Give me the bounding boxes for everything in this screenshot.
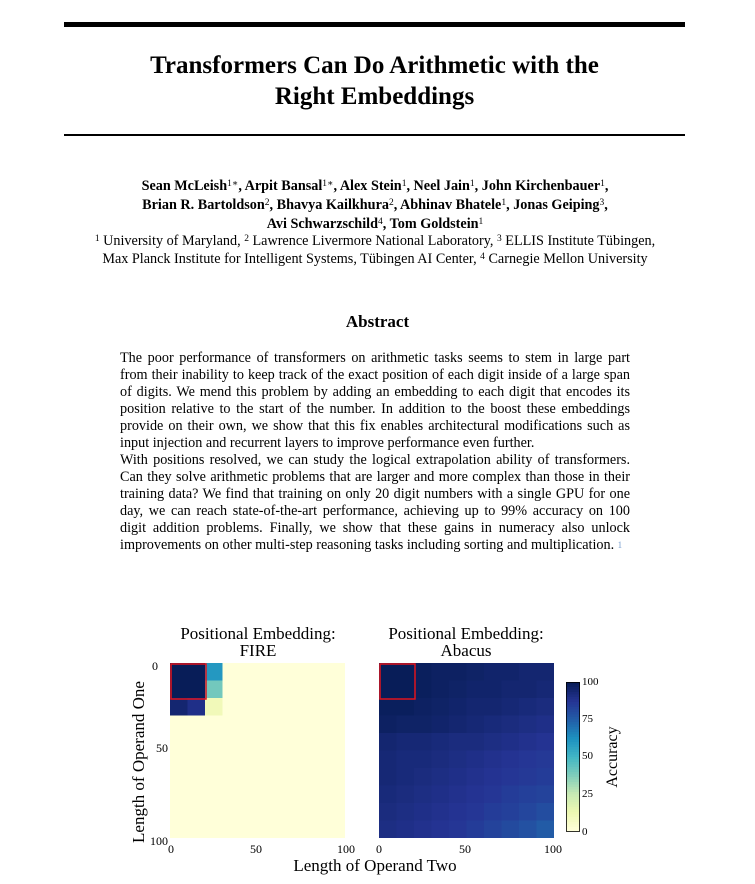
heatmap-cell bbox=[293, 786, 311, 804]
heatmap-cell bbox=[467, 681, 485, 699]
heatmap-cell bbox=[467, 821, 485, 839]
author: Neel Jain bbox=[413, 178, 470, 194]
heatmap-cell bbox=[205, 733, 223, 751]
colorbar bbox=[566, 682, 580, 832]
heatmap-cell bbox=[414, 803, 432, 821]
heatmap-cell bbox=[328, 821, 346, 839]
heatmap-cell bbox=[205, 786, 223, 804]
heatmap-cell bbox=[258, 681, 276, 699]
heatmap-cell bbox=[379, 786, 397, 804]
heatmap-cell bbox=[275, 768, 293, 786]
heatmap-cell bbox=[519, 768, 537, 786]
x-axis-label: Length of Operand Two bbox=[293, 856, 457, 875]
author-list: Sean McLeish$^{1∗}$, Arpit Bansal$^{1∗}$, Alex Stein$^1$, Neel Jain$^1$, John Kirchenbauer$^1$, Brian R. Bartoldson$^2$, Bhavya Kailkhura$^2$, Abhinav Bhatele$^1$, Jonas Geiping$^3$, Avi Schwarzschild$^4$, Tom Goldstein$^1$ bbox=[141, 178, 609, 232]
heatmap-cell bbox=[467, 698, 485, 716]
heatmap-cell bbox=[258, 821, 276, 839]
heatmap-cell bbox=[328, 716, 346, 734]
colorbar-tick: 50 bbox=[582, 750, 593, 762]
heatmap-cell bbox=[275, 786, 293, 804]
heatmap-cell bbox=[188, 751, 206, 769]
heatmap-cell bbox=[293, 716, 311, 734]
heatmap-cell bbox=[432, 768, 450, 786]
heatmap-cell bbox=[449, 733, 467, 751]
heatmap-cell bbox=[240, 681, 258, 699]
heatmap-cell bbox=[432, 733, 450, 751]
heatmap-cell bbox=[205, 821, 223, 839]
heatmap-cell bbox=[170, 751, 188, 769]
heatmap-cell bbox=[205, 716, 223, 734]
heatmap-cell bbox=[397, 681, 415, 699]
heatmap-cell bbox=[205, 698, 223, 716]
heatmap-cell bbox=[240, 803, 258, 821]
heatmap-cell bbox=[379, 716, 397, 734]
heatmap-fire bbox=[170, 663, 345, 838]
heatmap-cell bbox=[502, 803, 520, 821]
heatmap-cell bbox=[484, 821, 502, 839]
heatmap-cell bbox=[240, 663, 258, 681]
heatmap-cell bbox=[467, 786, 485, 804]
heatmap-cell bbox=[328, 681, 346, 699]
heatmap-abacus bbox=[379, 663, 554, 838]
author: Alex Stein bbox=[339, 178, 402, 194]
heatmap-cell bbox=[414, 681, 432, 699]
heatmap-cell bbox=[310, 698, 328, 716]
heatmap-cell bbox=[414, 751, 432, 769]
heatmap-cell bbox=[379, 751, 397, 769]
heatmap-cell bbox=[467, 663, 485, 681]
heatmap-cell bbox=[467, 803, 485, 821]
heatmap-cell bbox=[449, 716, 467, 734]
heatmap-cell bbox=[397, 698, 415, 716]
heatmap-cell bbox=[275, 733, 293, 751]
affil-mark: 2 bbox=[244, 234, 249, 244]
heatmap-cell bbox=[519, 751, 537, 769]
heatmap-cell bbox=[537, 768, 555, 786]
author-mark: 1 bbox=[401, 179, 407, 189]
heatmap-cell bbox=[188, 681, 206, 699]
heatmap-cell bbox=[432, 786, 450, 804]
heatmap-cell bbox=[240, 751, 258, 769]
heatmap-cell bbox=[275, 663, 293, 681]
affil-mark: 4 bbox=[480, 252, 485, 262]
heatmap-cell bbox=[519, 681, 537, 699]
heatmap-cell bbox=[467, 768, 485, 786]
heatmap-cell bbox=[414, 821, 432, 839]
x-tick-label: 100 bbox=[337, 842, 355, 856]
colorbar-label: Accuracy bbox=[604, 726, 621, 788]
heatmap-cell bbox=[293, 751, 311, 769]
affil-text: ELLIS Institute Tübingen, bbox=[501, 233, 656, 249]
author-mark: 2 bbox=[388, 198, 394, 208]
heatmap-cell bbox=[258, 663, 276, 681]
heatmap-cell bbox=[328, 698, 346, 716]
heatmap-cell bbox=[484, 751, 502, 769]
title-rule-top bbox=[64, 22, 685, 27]
paper-title bbox=[64, 50, 685, 112]
heatmap-cell bbox=[397, 768, 415, 786]
author: Sean McLeish bbox=[141, 178, 228, 194]
colorbar-tick: 25 bbox=[582, 788, 593, 800]
author-mark: 1∗ bbox=[227, 179, 239, 189]
heatmap-cell bbox=[379, 768, 397, 786]
heatmap-cell bbox=[310, 768, 328, 786]
heatmap-cell bbox=[397, 733, 415, 751]
heatmap-cell bbox=[275, 821, 293, 839]
heatmap-cell bbox=[188, 786, 206, 804]
heatmap-cell bbox=[205, 768, 223, 786]
author: Avi Schwarzschild bbox=[266, 216, 378, 232]
x-tick-label: 50 bbox=[250, 842, 262, 856]
heatmap-cell bbox=[258, 803, 276, 821]
heatmap-cell bbox=[258, 733, 276, 751]
paper-title-line1: Transformers Can Do Arithmetic with the bbox=[150, 52, 599, 79]
heatmap-cell bbox=[537, 698, 555, 716]
chart-title-fire: Positional Embedding: FIRE bbox=[180, 624, 336, 660]
heatmap-cell bbox=[397, 663, 415, 681]
heatmap-cell bbox=[432, 681, 450, 699]
heatmap-cell bbox=[223, 698, 241, 716]
heatmap-cell bbox=[170, 681, 188, 699]
heatmap-cell bbox=[502, 751, 520, 769]
heatmap-cell bbox=[484, 768, 502, 786]
heatmap-cell bbox=[502, 786, 520, 804]
heatmap-cell bbox=[432, 821, 450, 839]
heatmap-cell bbox=[188, 663, 206, 681]
heatmap-cell bbox=[293, 768, 311, 786]
heatmap-cell bbox=[310, 716, 328, 734]
heatmap-cell bbox=[188, 768, 206, 786]
author: John Kirchenbauer bbox=[481, 178, 601, 194]
colorbar-tick: 100 bbox=[582, 676, 599, 688]
heatmap-cell bbox=[170, 663, 188, 681]
heatmap-cell bbox=[188, 821, 206, 839]
heatmap-cell bbox=[449, 751, 467, 769]
heatmap-cell bbox=[293, 803, 311, 821]
y-axis-label: Length of Operand One bbox=[129, 681, 148, 843]
heatmap-cell bbox=[293, 681, 311, 699]
affil-mark: 1 bbox=[94, 234, 100, 244]
heatmap-cell bbox=[397, 821, 415, 839]
affil-text: Max Planck Institute for Intelligent Systems, Tübingen AI Center, bbox=[102, 251, 481, 267]
author: Arpit Bansal bbox=[244, 178, 323, 194]
y-tick-label: 100 bbox=[150, 834, 168, 848]
heatmap-cell bbox=[240, 698, 258, 716]
heatmap-cell bbox=[205, 803, 223, 821]
heatmap-cell bbox=[537, 681, 555, 699]
heatmap-cell bbox=[170, 803, 188, 821]
heatmap-cell bbox=[293, 733, 311, 751]
heatmap-cell bbox=[275, 681, 293, 699]
heatmap-cell bbox=[379, 663, 397, 681]
heatmap-cell bbox=[484, 803, 502, 821]
author-mark: 4 bbox=[377, 217, 383, 227]
heatmap-cell bbox=[223, 751, 241, 769]
heatmap-cell bbox=[223, 768, 241, 786]
heatmap-cell bbox=[310, 821, 328, 839]
heatmap-cell bbox=[223, 733, 241, 751]
heatmap-cell bbox=[328, 751, 346, 769]
heatmap-cell bbox=[188, 716, 206, 734]
author: Brian R. Bartoldson bbox=[142, 197, 265, 213]
heatmap-cell bbox=[449, 681, 467, 699]
heatmap-cell bbox=[258, 751, 276, 769]
abstract-paragraph: The poor performance of transformers on arithmetic tasks seems to stem in large part from their inability to keep track of the exact position of each digit inside of a large span of digits. We mend this problem by adding an embedding to each digit that encodes its position relative to the start of the number. In addition to the boost these embeddings provide on their own, we show that this fix enables architectural modifications such as input injection and recurrent layers to improve performance even further. bbox=[120, 350, 630, 451]
heatmap-cell bbox=[379, 733, 397, 751]
heatmap-cell bbox=[449, 821, 467, 839]
heatmap-cell bbox=[432, 716, 450, 734]
heatmap-cell bbox=[397, 751, 415, 769]
affiliations bbox=[40, 232, 710, 268]
heatmap-cell bbox=[328, 663, 346, 681]
paper-title-line2: Right Embeddings bbox=[274, 83, 475, 110]
heatmap-cell bbox=[502, 716, 520, 734]
heatmap-cell bbox=[519, 786, 537, 804]
heatmap-cell bbox=[519, 821, 537, 839]
heatmap-cell bbox=[188, 803, 206, 821]
author: Abhinav Bhatele bbox=[400, 197, 502, 213]
heatmap-cell bbox=[449, 698, 467, 716]
abstract-paragraph: With positions resolved, we can study the logical extrapolation ability of transformers. Can they solve arithmetic problems that are larger and more complex than those in their training data? We find that training on only 20 digit numbers with a single GPU for one day, we can reach state-of-the-art performance, achieving up to 99% accuracy on 100 digit addition problems. Finally, we show that these gains in numeracy also unlock improvements on other multi-step reasoning tasks including sorting and multiplication. $^1$ bbox=[120, 452, 630, 553]
heatmap-cell bbox=[519, 716, 537, 734]
heatmap-cell bbox=[537, 733, 555, 751]
heatmap-cell bbox=[502, 663, 520, 681]
heatmap-cell bbox=[328, 803, 346, 821]
heatmap-cell bbox=[502, 681, 520, 699]
heatmap-cell bbox=[328, 733, 346, 751]
heatmap-cell bbox=[537, 821, 555, 839]
heatmap-cell bbox=[223, 716, 241, 734]
affil-text: Carnegie Mellon University bbox=[484, 251, 648, 267]
heatmap-cell bbox=[240, 716, 258, 734]
heatmap-cell bbox=[188, 733, 206, 751]
heatmap-cell bbox=[310, 786, 328, 804]
author-mark: 1 bbox=[478, 217, 484, 227]
title-rule-bottom bbox=[64, 134, 685, 136]
author: Bhavya Kailkhura bbox=[276, 197, 389, 213]
affil-text: University of Maryland, bbox=[99, 233, 245, 249]
affil-text: Lawrence Livermore National Laboratory, bbox=[248, 233, 497, 249]
heatmap-cell bbox=[484, 698, 502, 716]
heatmap-cell bbox=[240, 733, 258, 751]
author-mark: 1 bbox=[469, 179, 475, 189]
heatmap-cell bbox=[414, 786, 432, 804]
heatmap-cell bbox=[310, 733, 328, 751]
heatmap-cell bbox=[414, 663, 432, 681]
heatmap-cell bbox=[379, 681, 397, 699]
heatmap-cell bbox=[170, 716, 188, 734]
heatmap-cell bbox=[240, 786, 258, 804]
heatmap-cell bbox=[188, 698, 206, 716]
author: Tom Goldstein bbox=[389, 216, 479, 232]
heatmap-cell bbox=[310, 681, 328, 699]
heatmap-cell bbox=[537, 716, 555, 734]
author: Jonas Geiping bbox=[513, 197, 600, 213]
heatmap-cell bbox=[223, 663, 241, 681]
heatmap-cell bbox=[502, 821, 520, 839]
heatmap-cell bbox=[205, 681, 223, 699]
x-tick-label: 0 bbox=[168, 842, 174, 856]
heatmap-cell bbox=[467, 733, 485, 751]
heatmap-cell bbox=[379, 698, 397, 716]
heatmap-cell bbox=[502, 698, 520, 716]
heatmap-cell bbox=[537, 663, 555, 681]
heatmap-cell bbox=[397, 716, 415, 734]
abstract-heading: Abstract bbox=[345, 312, 410, 331]
heatmap-cell bbox=[275, 698, 293, 716]
heatmap-cell bbox=[449, 768, 467, 786]
footnote-link[interactable]: 1 bbox=[617, 540, 623, 550]
heatmap-cell bbox=[328, 768, 346, 786]
heatmap-cell bbox=[537, 803, 555, 821]
heatmap-cell bbox=[432, 698, 450, 716]
heatmap-cell bbox=[414, 698, 432, 716]
heatmap-cell bbox=[223, 786, 241, 804]
heatmap-cell bbox=[258, 768, 276, 786]
heatmap-cell bbox=[432, 751, 450, 769]
heatmap-cell bbox=[414, 768, 432, 786]
heatmap-cell bbox=[537, 751, 555, 769]
heatmap-cell bbox=[258, 786, 276, 804]
author-mark: 1 bbox=[600, 179, 605, 189]
colorbar-tick: 0 bbox=[582, 826, 588, 838]
heatmap-cell bbox=[484, 681, 502, 699]
heatmap-cell bbox=[293, 698, 311, 716]
heatmap-cell bbox=[170, 733, 188, 751]
heatmap-cell bbox=[310, 751, 328, 769]
heatmap-cell bbox=[275, 803, 293, 821]
heatmap-cell bbox=[484, 716, 502, 734]
heatmap-cell bbox=[467, 751, 485, 769]
heatmap-cell bbox=[293, 821, 311, 839]
heatmap-cell bbox=[397, 803, 415, 821]
heatmap-cell bbox=[275, 716, 293, 734]
heatmap-cell bbox=[205, 663, 223, 681]
heatmap-cell bbox=[240, 821, 258, 839]
heatmap-cell bbox=[467, 716, 485, 734]
x-tick-label: 100 bbox=[544, 842, 562, 856]
heatmap-cell bbox=[414, 733, 432, 751]
heatmap-cell bbox=[379, 803, 397, 821]
heatmap-cell bbox=[519, 698, 537, 716]
heatmap-cell bbox=[310, 803, 328, 821]
heatmap-cell bbox=[170, 786, 188, 804]
heatmap-cell bbox=[484, 733, 502, 751]
author-mark: 1∗ bbox=[322, 179, 334, 189]
heatmap-cell bbox=[310, 663, 328, 681]
heatmap-cell bbox=[502, 733, 520, 751]
heatmap-cell bbox=[502, 768, 520, 786]
heatmap-cell bbox=[258, 698, 276, 716]
heatmap-cell bbox=[293, 663, 311, 681]
colorbar-tick: 75 bbox=[582, 713, 593, 725]
heatmap-cell bbox=[205, 751, 223, 769]
heatmap-cell bbox=[328, 786, 346, 804]
y-tick-label: 50 bbox=[156, 741, 168, 755]
heatmap-cell bbox=[537, 786, 555, 804]
author-mark: 2 bbox=[264, 198, 270, 208]
heatmap-cell bbox=[484, 786, 502, 804]
y-tick-label: 0 bbox=[152, 659, 158, 673]
heatmap-cell bbox=[449, 663, 467, 681]
affil-mark: 3 bbox=[496, 234, 502, 244]
heatmap-cell bbox=[223, 821, 241, 839]
heatmap-cell bbox=[519, 663, 537, 681]
author-mark: 1 bbox=[501, 198, 507, 208]
heatmap-cell bbox=[449, 803, 467, 821]
heatmap-cell bbox=[414, 716, 432, 734]
heatmap-cell bbox=[432, 663, 450, 681]
heatmap-cell bbox=[170, 821, 188, 839]
author-mark: 3 bbox=[599, 198, 605, 208]
x-tick-label: 0 bbox=[376, 842, 382, 856]
heatmap-cell bbox=[240, 768, 258, 786]
heatmap-cell bbox=[275, 751, 293, 769]
heatmap-cell bbox=[519, 803, 537, 821]
heatmap-cell bbox=[432, 803, 450, 821]
heatmap-cell bbox=[170, 698, 188, 716]
heatmap-cell bbox=[519, 733, 537, 751]
heatmap-cell bbox=[379, 821, 397, 839]
heatmap-cell bbox=[258, 716, 276, 734]
chart-title-abacus: Positional Embedding: Abacus bbox=[388, 624, 544, 660]
heatmap-cell bbox=[223, 803, 241, 821]
abstract-body bbox=[120, 350, 630, 554]
heatmap-cell bbox=[397, 786, 415, 804]
x-tick-label: 50 bbox=[459, 842, 471, 856]
heatmap-cell bbox=[170, 768, 188, 786]
heatmap-cell bbox=[223, 681, 241, 699]
heatmap-cell bbox=[484, 663, 502, 681]
heatmap-cell bbox=[449, 786, 467, 804]
